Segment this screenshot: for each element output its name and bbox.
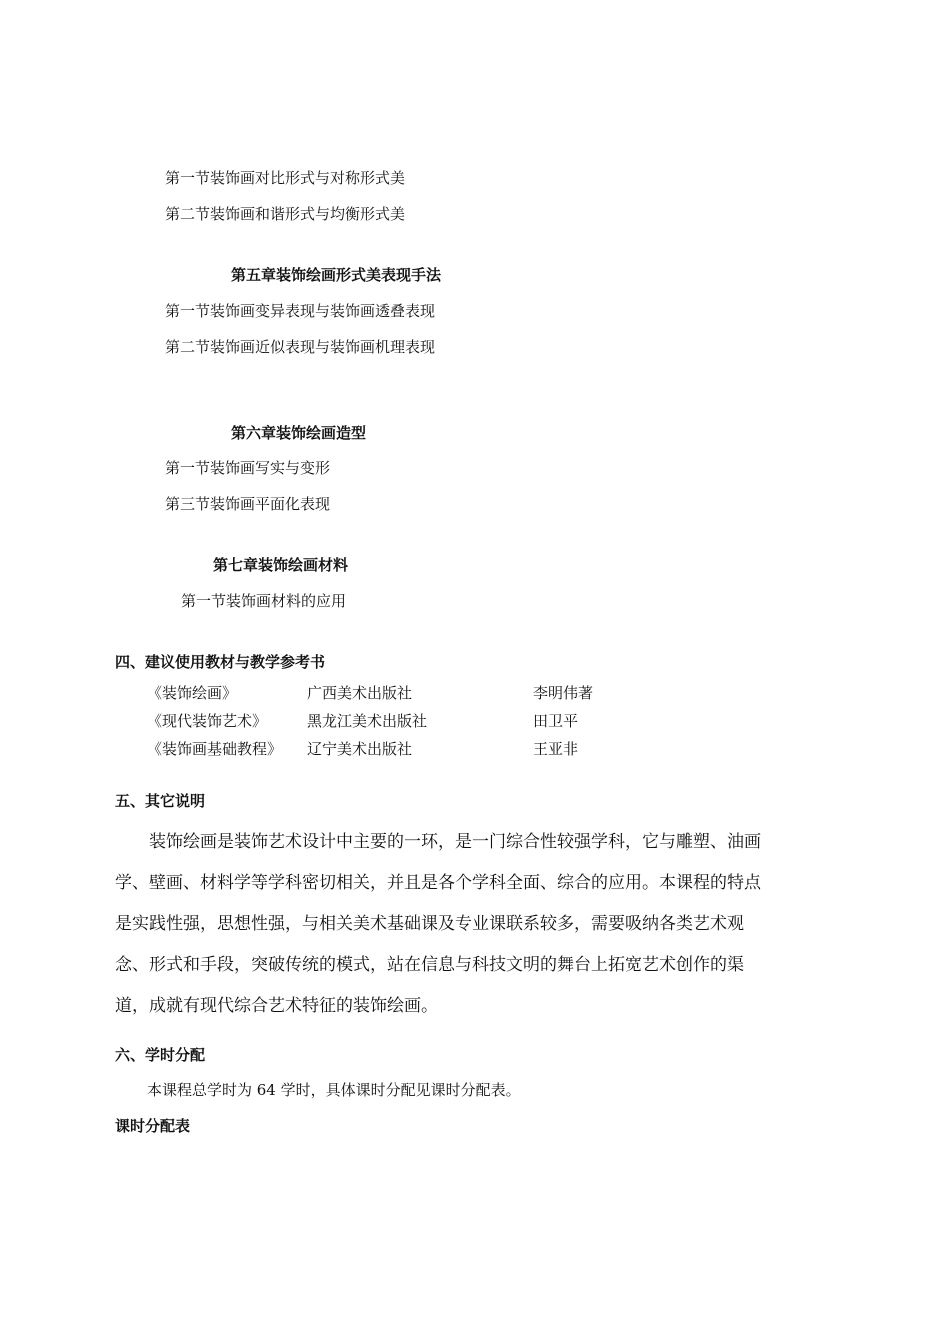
section6-heading: 六、学时分配 bbox=[115, 1046, 206, 1064]
chapter5-section2: 第二节装饰画近似表现与装饰画机理表现 bbox=[165, 338, 436, 356]
section5-paragraph bbox=[115, 822, 775, 1027]
chapter5-section1: 第一节装饰画变异表现与装饰画透叠表现 bbox=[165, 302, 436, 320]
chapter5-title: 第五章装饰绘画形式美表现手法 bbox=[231, 266, 442, 284]
book-title: 《装饰绘画》 bbox=[147, 684, 238, 702]
chapter4-section2: 第二节装饰画和谐形式与均衡形式美 bbox=[165, 205, 406, 223]
book-publisher: 辽宁美术出版社 bbox=[307, 740, 413, 758]
book-author: 王亚非 bbox=[533, 740, 579, 758]
chapter7-title: 第七章装饰绘画材料 bbox=[213, 556, 349, 574]
section6-text: 本课程总学时为 64 学时，具体课时分配见课时分配表。 bbox=[147, 1081, 521, 1099]
book-author: 田卫平 bbox=[533, 712, 579, 730]
book-author: 李明伟著 bbox=[533, 684, 594, 702]
section5-paragraph-text: 装饰绘画是装饰艺术设计中主要的一环，是一门综合性较强学科，它与雕塑、油画学、壁画、材料学等学科密切相关，并且是各个学科全面、综合的应用。本课程的特点是实践性强，思想性强，与相关美术基础课及专业课联系较多，需要吸纳各类艺术观念、形式和手段，突破传统的模式，站在信息与科技文明的舞台上拓宽艺术创作的渠道，成就有现代综合艺术特征的装饰绘画。 bbox=[115, 832, 761, 1016]
table-title: 课时分配表 bbox=[115, 1117, 191, 1135]
book-publisher: 黑龙江美术出版社 bbox=[307, 712, 428, 730]
chapter6-section1: 第一节装饰画写实与变形 bbox=[165, 459, 331, 477]
book-publisher: 广西美术出版社 bbox=[307, 684, 413, 702]
section4-heading: 四、建议使用教材与教学参考书 bbox=[115, 653, 326, 671]
chapter6-title: 第六章装饰绘画造型 bbox=[231, 424, 367, 442]
chapter4-section1: 第一节装饰画对比形式与对称形式美 bbox=[165, 169, 406, 187]
book-title: 《装饰画基础教程》 bbox=[147, 740, 283, 758]
chapter7-section1: 第一节装饰画材料的应用 bbox=[181, 592, 347, 610]
chapter6-section3: 第三节装饰画平面化表现 bbox=[165, 495, 331, 513]
book-title: 《现代装饰艺术》 bbox=[147, 712, 268, 730]
section5-heading: 五、其它说明 bbox=[115, 792, 206, 810]
